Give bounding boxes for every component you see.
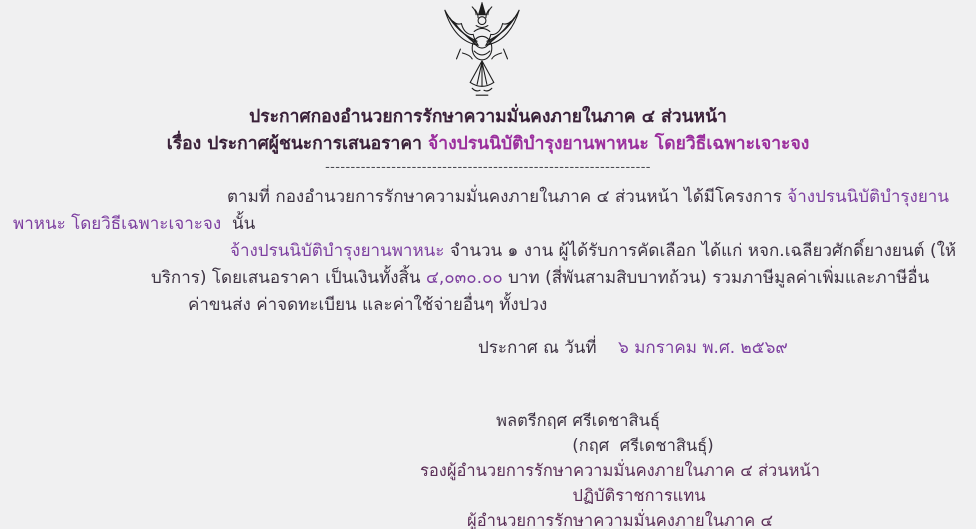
garuda-emblem-icon [432, 2, 532, 104]
body-line [188, 292, 547, 318]
dashed-separator: ---------------------------------------------------------------- [325, 160, 651, 175]
announce-date-label: ประกาศ ณ วันที่ [478, 338, 597, 358]
text-segment: (กฤศ ศรีเดชาสินธุ์) [572, 436, 714, 455]
announce-date-value: ๖ มกราคม พ.ศ. ๒๕๖๙ [618, 338, 788, 358]
text-segment: จ้างปรนนิบัติบำรุงยานพาหนะ [230, 241, 445, 261]
text-segment: รองผู้อำนวยการรักษาความมั่นคงภายในภาค ๔ ส่วนหน้า [419, 461, 821, 480]
text-segment: เรื่อง ประกาศผู้ชนะการเสนอราคา [166, 134, 428, 154]
text-segment: ค่าขนส่ง ค่าจดทะเบียน และค่าใช้จ่ายอื่นๆ ทั้งปวง [188, 295, 548, 315]
signature-block [264, 408, 976, 529]
text-segment: ผู้อำนวยการรักษาความมั่นคงภายในภาค ๔ [467, 511, 773, 529]
signature-line [287, 433, 976, 458]
text-segment: จ้างปรนนิบัติบำรุงยานพาหนะ โดยวิธีเฉพาะเจาะจง [428, 134, 810, 154]
text-segment: จำนวน ๑ งาน ผู้ได้รับการคัดเลือก ได้แก่ หจก.เฉลียวศักดิ์ยางยนต์ (ให้ [444, 241, 957, 261]
text-segment: พาหนะ โดยวิธีเฉพาะเจาะจง [13, 214, 222, 234]
announcement-title-block [0, 104, 976, 158]
separator-container [0, 158, 976, 175]
signature-line [283, 483, 976, 508]
signature-line [264, 508, 976, 529]
garuda-emblem-svg [432, 2, 532, 104]
signature-line [264, 458, 976, 483]
announcement-title-line [0, 104, 976, 131]
signature-line [222, 408, 934, 433]
body-line [230, 238, 956, 264]
text-segment: นั้น [221, 214, 256, 234]
text-segment: ประกาศกองอำนวยการรักษาความมั่นคงภายในภาค ๔ ส่วนหน้า [249, 107, 727, 127]
body-line [13, 211, 255, 237]
text-segment: จ้างปรนนิบัติบำรุงยาน [787, 187, 949, 207]
text-segment: ปฏิบัติราชการแทน [572, 486, 706, 505]
text-segment: ตามที่ กองอำนวยการรักษาความมั่นคงภายในภาค ๔ ส่วนหน้า ได้มีโครงการ [227, 187, 788, 207]
text-segment: ๔,๐๓๐.๐๐ [425, 268, 503, 288]
text-segment: บาท (สี่พันสามสิบบาทถ้วน) รวมภาษีมูลค่าเพิ่มและภาษีอื่น [502, 268, 930, 288]
body-line [227, 184, 949, 210]
body-line [151, 265, 929, 291]
text-segment: บริการ) โดยเสนอราคา เป็นเงินทั้งสิ้น [151, 268, 426, 288]
announcement-title-line [0, 131, 976, 158]
text-segment: พลตรีกฤศ ศรีเดชาสินธุ์ [496, 411, 660, 430]
